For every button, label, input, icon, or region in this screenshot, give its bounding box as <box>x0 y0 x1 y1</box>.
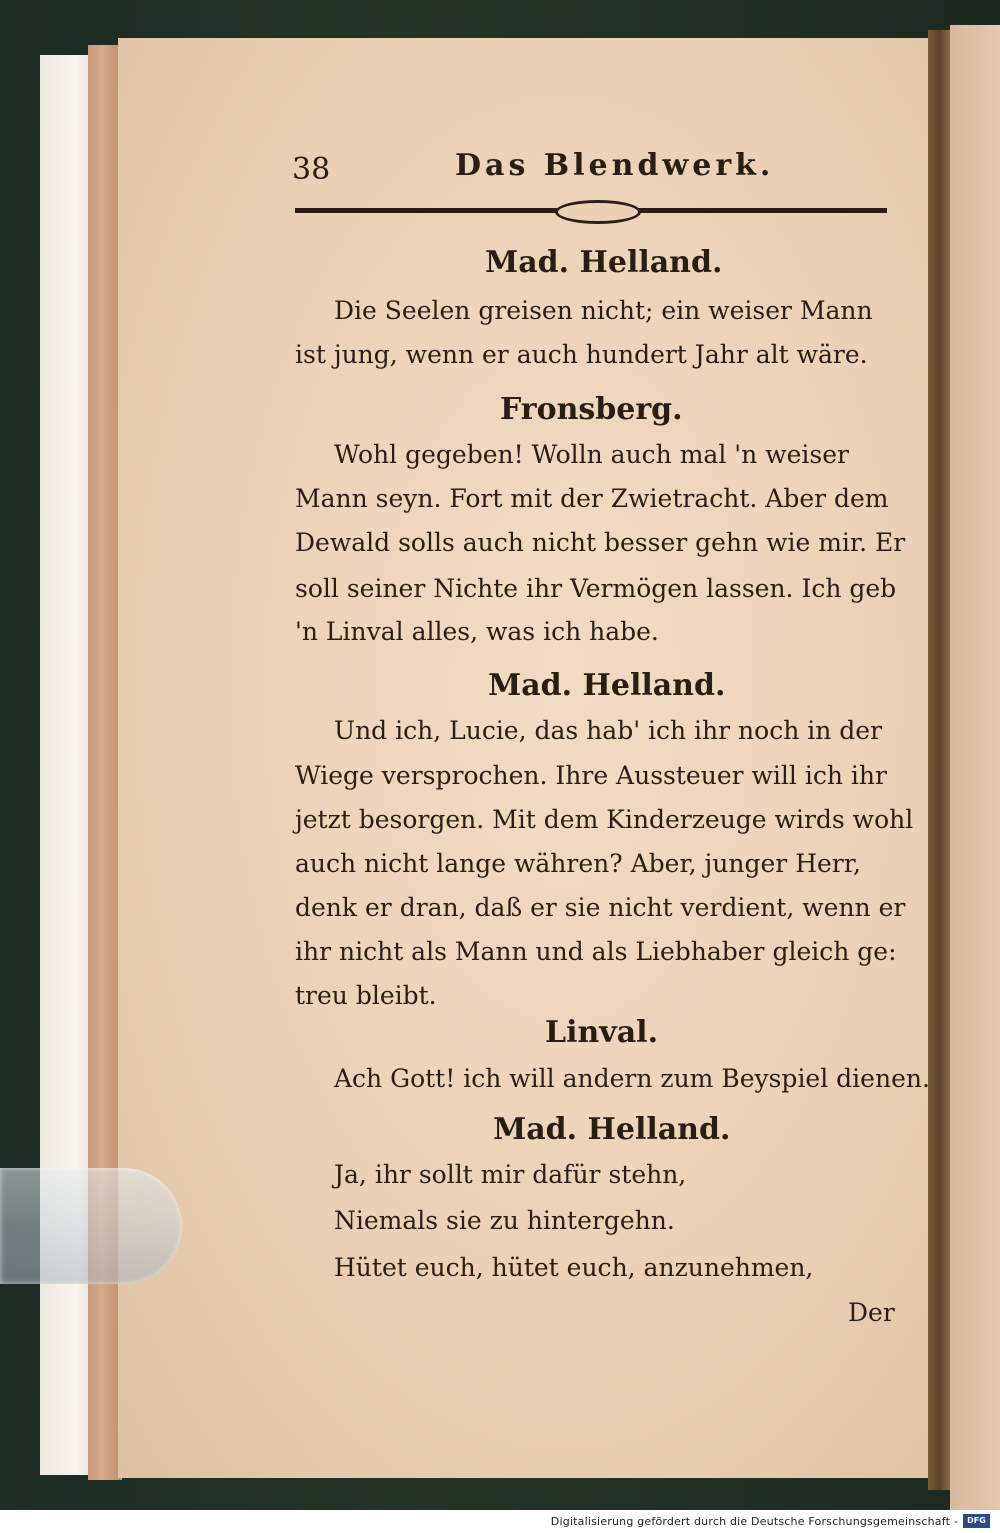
text-line: ist jung, wenn er auch hundert Jahr alt wäre. <box>295 340 868 369</box>
running-head: Das Blendwerk. <box>455 148 775 183</box>
page-holder-clip <box>0 1168 182 1284</box>
text-line: Und ich, Lucie, das hab' ich ihr noch in der <box>334 716 883 745</box>
dfg-logo: DFG <box>963 1514 990 1528</box>
text-line: treu bleibt. <box>295 981 437 1010</box>
facing-page-edge <box>950 25 1000 1510</box>
speaker-heading: Fronsberg. <box>500 392 683 427</box>
catchword: Der <box>848 1298 895 1327</box>
text-line: Dewald solls auch nicht besser gehn wie mir. Er <box>295 528 906 557</box>
page-number: 38 <box>292 152 331 187</box>
text-line: Ach Gott! ich will andern zum Beyspiel dienen. <box>334 1064 930 1093</box>
book-gutter <box>928 30 950 1490</box>
speaker-heading: Mad. Helland. <box>488 668 726 703</box>
text-line: 'n Linval alles, was ich habe. <box>295 617 659 646</box>
text-line: Ja, ihr sollt mir dafür stehn, <box>334 1160 687 1189</box>
text-line: Wiege versprochen. Ihre Aussteuer will ich ihr <box>295 761 887 790</box>
text-line: soll seiner Nichte ihr Vermögen lassen. Ich geb <box>295 574 897 603</box>
text-line: Hütet euch, hütet euch, anzunehmen, <box>334 1253 814 1282</box>
speaker-heading: Mad. Helland. <box>485 245 723 280</box>
text-line: Die Seelen greisen nicht; ein weiser Mann <box>334 296 873 325</box>
speaker-heading: Mad. Helland. <box>493 1112 731 1147</box>
text-line: ihr nicht als Mann und als Liebhaber gleich ge: <box>295 937 897 966</box>
footer-credit: Digitalisierung gefördert durch die Deutsche Forschungsgemeinschaft - <box>550 1515 958 1528</box>
text-line: auch nicht lange währen? Aber, junger Herr, <box>295 849 861 878</box>
rule-ornament <box>555 200 641 224</box>
text-line: Mann seyn. Fort mit der Zwietracht. Aber dem <box>295 484 889 513</box>
text-line: jetzt besorgen. Mit dem Kinderzeuge wirds wohl <box>295 805 914 834</box>
speaker-heading: Linval. <box>545 1015 659 1050</box>
text-line: denk er dran, daß er sie nicht verdient, wenn er <box>295 893 906 922</box>
text-line: Wohl gegeben! Wolln auch mal 'n weiser <box>334 440 849 469</box>
text-line: Niemals sie zu hintergehn. <box>334 1206 675 1235</box>
